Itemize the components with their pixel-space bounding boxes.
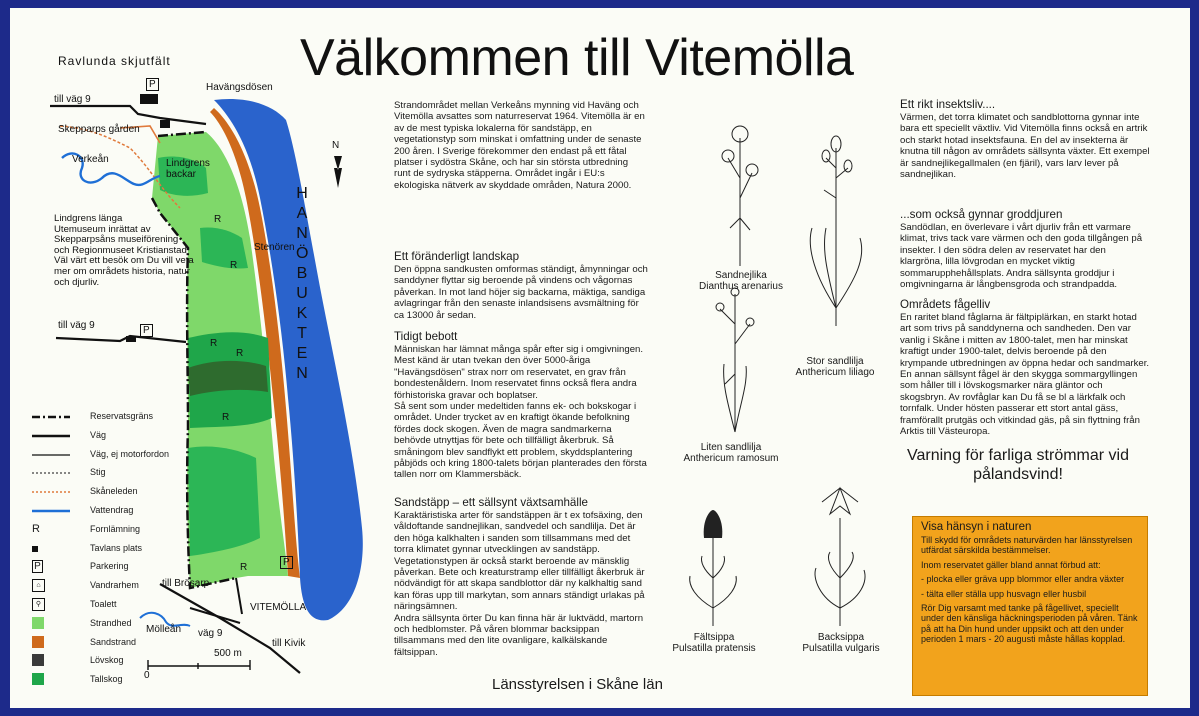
label-ravlunda: Ravlunda skjutfält [58,54,171,68]
legend-symbol-skaneleden [32,485,70,499]
insect-heading: Ett rikt insektsliv.... [900,98,996,111]
plant-illustration-stor-sandlilja [796,128,876,328]
legend-symbol-sign [32,542,70,556]
fornlamning-marker: R [236,348,244,359]
plant-name: Stor sandlilja [806,356,864,367]
history-paragraph: Människan har lämnat många spår efter sig i omgivningen. Mest känd är utan tvekan den över 5000-åriga "Havängsdösen" strax norr om reservatet, en grav från bondestenåldern. Inom reservatet finns också flera andra förhistoriska gravar och boplatser. [394,344,644,401]
history-paragraph-2: Så sent som under medeltiden fanns ek- och bokskogar i området. Under trycket av en kraftigt ökande befolkning fördes dock skogen. Även de magra sandmarkerna behövde utnyttjas för bete och tillfälligt åkerbruk. Så småningom blev sandflykt ett problem, skyddsplantering påbjöds och kring 1800-talets början planterades den första tallen norr om Klammersbäck. [394,401,647,481]
fornlamning-marker: R [240,562,248,573]
insect-paragraph: Värmen, det torra klimatet och sandblottorna gynnar inte bara ett speciellt växtliv. Vid Vitemölla finns också en artrik och starkt hotad insektsfauna. En del av insekterna är knutna till någon av områdets sällsynta växter. Ett exempel är sandnejlikegallmalen (en fjäril), vars larv lever på sandnejlikan. [900,112,1150,181]
amphibian-section [900,208,1150,290]
label-verkean: Verkeån [72,154,109,165]
intro-text-column [394,100,646,191]
legend-symbol-heath [32,617,70,631]
steppe-section [394,496,649,658]
plant-caption-stor-sandlilja [780,356,890,378]
label-vag-9: väg 9 [198,628,223,639]
intro-paragraph: Strandområdet mellan Verkeåns mynning vid Haväng och Vitemölla avsattes som naturreservat 1964. Vitemölla är en av de mest typiska lokalerna för sandstäpp, en vegetationstyp som minskat i omfattning under de senaste 200 åren. I Sverige förekommer den endast på ett fåtal platser i sydöstra Skåne, och har sin största utbredning runt de sydryska stäpperna. Området ingår i EU:s ekologiska nätverk av skyddade områden, Natura 2000. [394,100,645,191]
legend-label: Lövskog [90,655,124,666]
legend-label: Toalett [90,599,117,609]
legend-symbol-hostel: ⌂ [32,579,70,593]
building [126,336,136,342]
legend-symbol-road [32,429,70,443]
label-hanobukten: HANÖBUKTEN [296,185,311,382]
sign-title: Välkommen till Vitemölla [300,29,854,87]
plant-name: Liten sandlilja [700,442,762,453]
legend-symbol-R: R [32,522,40,535]
legend-label: Väg [90,429,107,440]
legend-label: Tavlans plats [90,542,143,553]
parking-icon: P [140,324,153,337]
legend-item [32,502,172,520]
notice-intro: Till skydd för områdets naturvärden har länsstyrelsen utfärdat särskilda bestämmelser. [921,535,1133,556]
plant-caption-liten-sandlilja [676,442,786,464]
landscape-section [394,250,649,321]
legend-item [32,671,172,689]
label-till-vag-9-mid: till väg 9 [58,320,95,331]
notice-prohibitions-intro: Inom reservatet gäller bland annat förbud att: [921,559,1101,570]
pine-area [188,446,260,556]
bird-paragraph: En raritet bland fåglarna är fältpiplärkan, en starkt hotad art som trivs på sanddynerna och sandheden. Den var vanlig i Skåne i mitten av 1800-talet, men har minskat kraftigt under 1900-talet, delvis beroende på den krympande utbredningen av öppna hedar och sandmarker. En annan sällsynt fågel är den skygga sommargyllingen som håller till i lövskogsmarker nära gläntor och skogsbryn. Av rovfåglar kan Du få se bl a lärkfalk och tornfalk. Under hösten passerar ett stort antal gäss, framförallt prutgäs och vitkindad gäs, på sin flyttning från Arktis till Västeuropa. [900,312,1150,438]
fornlamning-marker: R [230,260,238,271]
legend-symbol-P: P [32,560,70,574]
amphibian-heading: ...som också gynnar groddjuren [900,208,1063,221]
legend-label: Strandhed [90,617,132,628]
label-skepparps: Skepparps gården [58,124,140,135]
fornlamning-marker: R [210,338,218,349]
plant-illustration-liten-sandlilja [700,284,770,434]
plant-name: Sandnejlika [715,270,767,281]
plant-illustration-sandnejlika [710,118,770,268]
legend-symbol-pine [32,673,70,687]
legend-symbol-water [32,504,70,518]
legend-item [32,634,172,652]
steppe-heading: Sandstäpp – ett sällsynt växtsamhälle [394,496,588,509]
regulations-notice [912,516,1148,696]
legend-symbol-wc: ⚲ [32,598,70,612]
footer-authority: Länsstyrelsen i Skåne län [492,676,663,693]
bird-section [900,298,1150,437]
lindgrens-note: Lindgrens länga Utemuseum inrättat av Skepparpsåns museiförening och Regionmuseet Kristianstad Väl värt ett besök om Du vill veta mer om områdets historia, natur och djurliv. [54,213,194,288]
bird-heading: Områdets fågelliv [900,298,991,311]
legend-label: Vandrarhem [90,580,139,591]
legend-symbol-road-thin [32,448,70,462]
legend-label: Parkering [90,561,129,572]
legend-item [32,652,172,670]
legend-label: Stig [90,467,106,478]
history-heading: Tidigt bebott [394,330,458,343]
legend-item [32,558,172,576]
legend-label: Skåneleden [90,486,138,497]
label-havangsdosen: Havängsdösen [206,82,273,93]
insect-section [900,98,1150,180]
road [56,336,186,342]
fornlamning-marker: R [222,412,230,423]
legend-symbol-trail [32,466,70,480]
current-warning: Varning för farliga strömmar vid pålandsvind! [907,447,1129,483]
plant-illustration-faltsippa [676,498,750,628]
notice-dog-rule: Rör Dig varsamt med tanke på fågellivet, speciellt under den känsliga häckningsperioden på våren. Tänk på att ha Din hund under uppsikt och att den under perioden 1 mars - 20 augusti måste hållas kopplad. [921,603,1138,645]
legend-label: Tallskog [90,674,123,685]
label-scale-500: 500 m [214,648,242,659]
legend-label: Sandstrand [90,636,137,647]
legend-label: Väg, ej motorfordon [90,448,170,459]
north-arrow [334,156,342,188]
legend-symbol-decid [32,654,70,668]
parking-icon: P [146,78,159,91]
landscape-paragraph: Den öppna sandkusten omformas ständigt, åmynningar och sanddyner flyttar sig beroende på vindens och vågornas påverkan. In mot land höjer sig backarna, mäktiga, sandiga avlagringar från den senaste inlandsisens avsmältning för ca 13000 år sedan. [394,264,648,321]
label-stenoren: Stenören [254,242,295,253]
legend-item [32,596,172,614]
fornlamning-marker: R [214,214,222,225]
legend-item [32,521,172,539]
legend-item [32,483,172,501]
plant-name: Fältsippa [693,632,735,643]
label-scale-0: 0 [144,670,150,681]
history-section [394,330,649,481]
legend-item [32,427,172,445]
legend-symbol-border [32,410,70,424]
notice-title: Visa hänsyn i naturen [921,521,1032,533]
plant-caption-faltsippa [664,632,764,654]
steppe-paragraph: Karaktäristiska arter för sandstäppen är t ex tofsäxing, den våldoftande sandnejlikan, sandvedel och sandlilja. Det är den höga kalkhalten i sanden som tillsammans med det torra klimatet gynnar utvecklingen av sandstäpp. Vegetationstypen är också starkt beroende av mänsklig påverkan. Bete och kreaturstramp eller tillfälligt åkerbruk är nödvändigt för att skapa sandblottor där ny kalkhaltig sand kan föras upp till markytan, som annars ständigt urlakas på näringsämnen. [394,510,645,613]
legend-item [32,577,172,595]
plant-latin: Pulsatilla pratensis [672,643,756,654]
label-till-brosarp: till Brösarp [162,578,210,589]
label-lindgrens: Lindgrens backar [166,158,210,180]
steppe-paragraph-2: Andra sällsynta örter Du kan finna här är luktvädd, martorn och hedblomster. På våren blommar backsippan tillsammans med den lite ovanligare, kalkälskande fältsippan. [394,612,644,658]
plant-latin: Anthericum liliago [795,367,875,378]
plant-caption-backsippa [786,632,896,654]
building [140,94,158,104]
plant-latin: Anthericum ramosum [683,453,779,464]
legend-item [32,615,172,633]
info-sign [10,8,1190,708]
parking-icon: P [280,556,293,569]
amphibian-paragraph: Sandödlan, en överlevare i vårt djurliv från ett varmare klimat, trivs tack vare värmen och den goda tillgången på insekter. I den södra delen av reservatet har den klargröna, lilla lövgrodan en mycket viktig sommarupphehållsplats. Andra sällsynta groddjur i omgivningarna är långbensgroda och strandpadda. [900,222,1143,291]
legend-item [32,540,172,558]
label-till-kivik: till Kivik [272,638,306,649]
label-till-vag-9-top: till väg 9 [54,94,91,105]
plant-latin: Pulsatilla vulgaris [802,643,880,654]
building [160,120,170,128]
legend-item [32,446,172,464]
legend-label: Fornlämning [90,523,141,534]
plant-latin: Dianthus arenarius [699,281,783,292]
road [50,106,206,124]
legend-label: Reservatsgräns [90,411,154,421]
plant-name: Backsippa [817,632,865,643]
landscape-heading: Ett föränderligt landskap [394,250,520,263]
notice-bullet-2: - tälta eller ställa upp husvagn eller husbil [921,588,1087,599]
legend-label: Vattendrag [90,505,134,515]
legend-symbol-sand [32,636,70,650]
legend-item [32,408,172,426]
label-vitemolla: VITEMÖLLA [250,602,307,613]
notice-bullet-1: - plocka eller gräva upp blommor eller andra växter [921,574,1125,585]
plant-illustration-backsippa [800,478,880,628]
label-mollean: Mölleån [146,624,182,635]
label-north: N [332,140,340,151]
legend-item [32,464,172,482]
